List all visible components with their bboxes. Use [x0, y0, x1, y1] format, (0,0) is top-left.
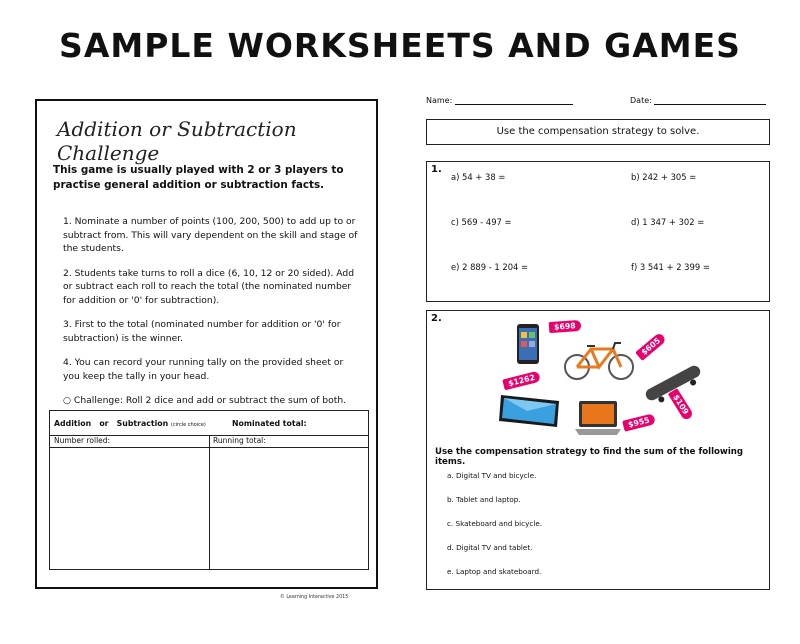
- problem-e: e) 2 889 - 1 204 =: [451, 262, 529, 272]
- item-e: e. Laptop and skateboard.: [447, 567, 542, 576]
- tally-header: [50, 411, 368, 436]
- digital-tv-image: [497, 391, 563, 433]
- game-intro: This game is usually played with 2 or 3 players to practise general addition or subtraction facts.: [53, 164, 344, 191]
- laptop-image: [573, 399, 623, 439]
- price-tag-tablet: $698: [549, 320, 581, 333]
- date-label: Date:: [630, 96, 652, 105]
- price-tag-tv: $1262: [502, 371, 541, 391]
- problem-a: a) 54 + 38 =: [451, 172, 506, 182]
- game-step: 4. You can record your running tally on the provided sheet or you keep the tally in your head.: [63, 357, 344, 382]
- date-line[interactable]: [654, 104, 766, 105]
- game-card: [35, 99, 378, 589]
- question-2-prompt: Use the compensation strategy to find the sum of the following items.: [435, 447, 744, 467]
- instruction-box: Use the compensation strategy to solve.: [426, 119, 770, 145]
- question-1-box: [426, 161, 770, 302]
- question-2-box: [426, 310, 770, 590]
- problem-b: b) 242 + 305 =: [631, 172, 697, 182]
- item-d: d. Digital TV and tablet.: [447, 543, 533, 552]
- question-1-number: 1.: [431, 164, 442, 175]
- game-step: 3. First to the total (nominated number for addition or '0' for subtraction) is the winner.: [63, 319, 341, 344]
- game-step: ○ Challenge: Roll 2 dice and add or subtract the sum of both.: [63, 395, 347, 406]
- game-step: 2. Students take turns to roll a dice (6, 10, 12 or 20 sided). Add or subtract each roll to reach the total (the nominated number for addition or '0' for subtraction).: [63, 267, 355, 306]
- price-tag-skateboard: $109: [668, 388, 694, 421]
- item-b: b. Tablet and laptop.: [447, 495, 521, 504]
- game-step: 1. Nominate a number of points (100, 200, 500) to add up to or subtract from. This will vary dependent on the skill and stage of the students.: [63, 216, 358, 254]
- copyright: © Learning Interactive 2015: [280, 595, 349, 600]
- tally-mode-note: (circle choice): [170, 422, 206, 428]
- problem-d: d) 1 347 + 302 =: [631, 217, 705, 227]
- tally-col-running: Running total:: [213, 436, 266, 445]
- price-tag-laptop: $955: [622, 413, 655, 431]
- tablet-image: [516, 323, 540, 365]
- tally-col-rolled: Number rolled:: [54, 436, 111, 445]
- name-line[interactable]: [455, 104, 573, 105]
- tally-divider: [209, 435, 210, 570]
- question-2-items: [447, 471, 542, 591]
- problem-f: f) 3 541 + 2 399 =: [631, 262, 710, 272]
- bicycle-image: [563, 341, 635, 381]
- tally-sheet: [49, 410, 369, 570]
- name-field[interactable]: [426, 96, 573, 105]
- item-a: a. Digital TV and bicycle.: [447, 471, 537, 480]
- game-title: Addition or Subtraction Challenge: [57, 117, 297, 165]
- game-steps: [63, 215, 363, 419]
- question-2-number: 2.: [431, 313, 442, 324]
- tally-mode-label: Addition or Subtraction: [54, 419, 169, 428]
- page-title: SAMPLE WORKSHEETS AND GAMES: [59, 26, 741, 65]
- price-tag-bicycle: $605: [635, 332, 666, 361]
- date-field[interactable]: [630, 96, 766, 105]
- tally-total-label: Nominated total:: [232, 419, 307, 428]
- problem-c: c) 569 - 497 =: [451, 217, 512, 227]
- item-c: c. Skateboard and bicycle.: [447, 519, 543, 528]
- name-label: Name:: [426, 96, 453, 105]
